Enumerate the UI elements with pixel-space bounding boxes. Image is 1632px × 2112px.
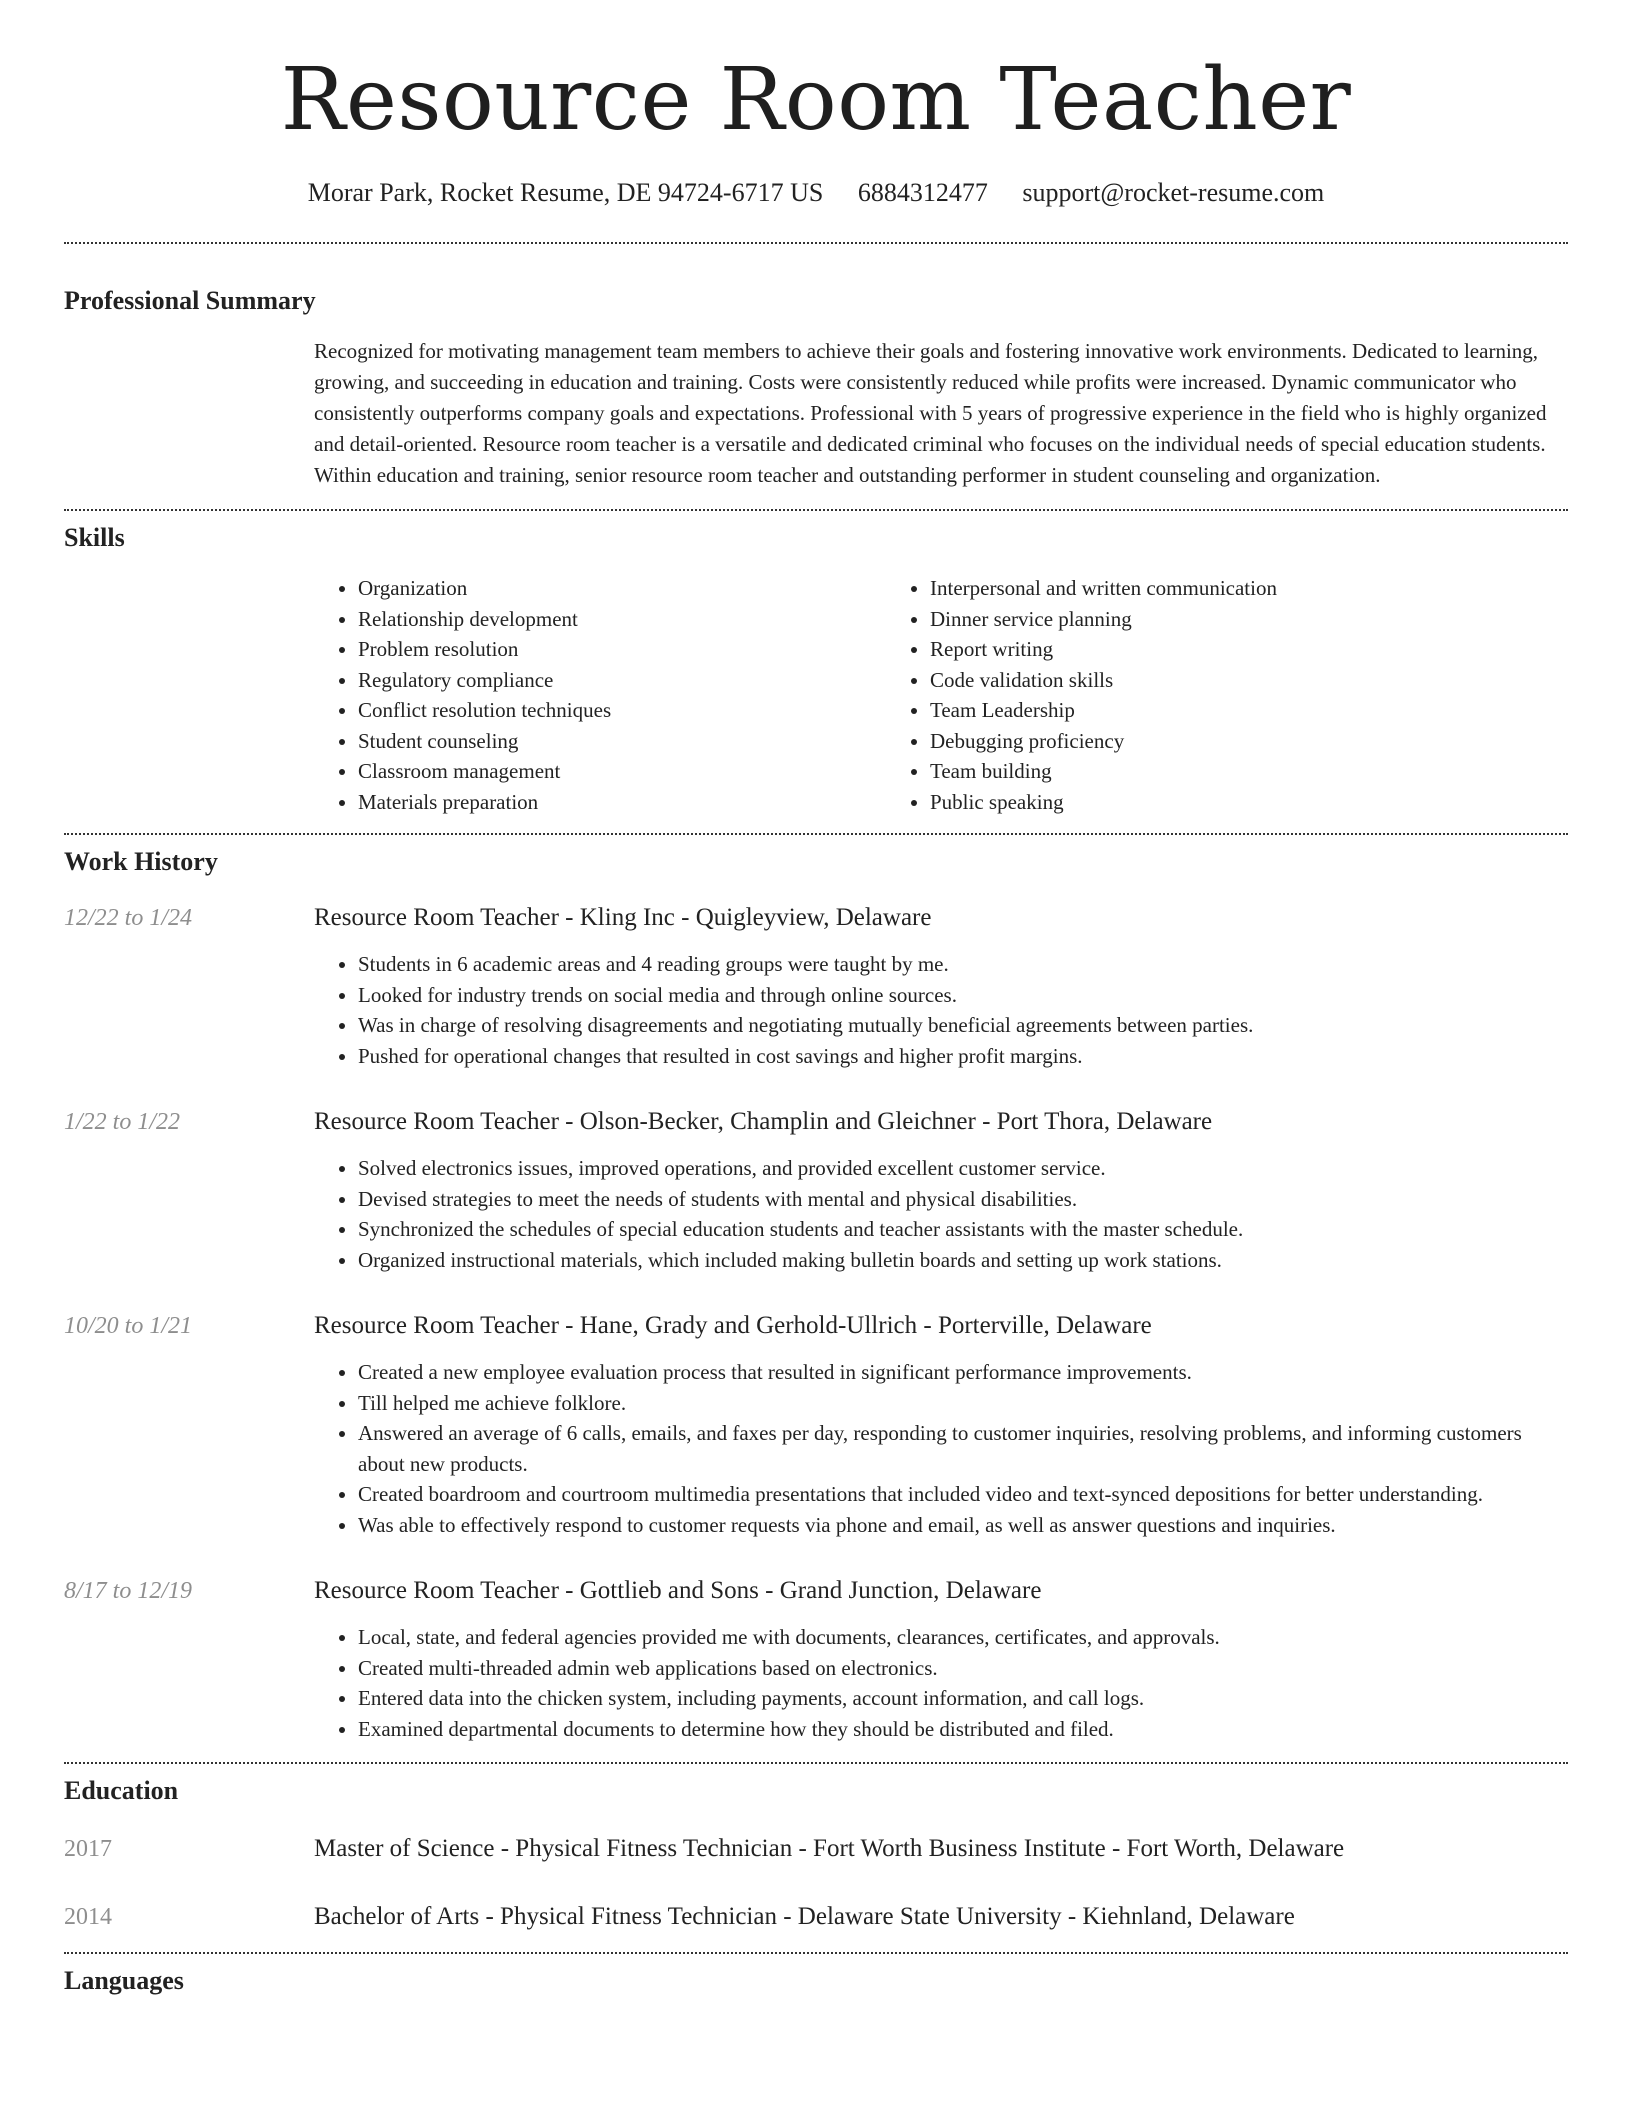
job-bullet: • Synchronized the schedules of special education students and teacher assistants with the master schedule. (358, 1214, 1568, 1245)
divider (64, 833, 1568, 835)
job-bullet: • Organized instructional materials, which included making bulletin boards and setting up work stations. (358, 1245, 1568, 1276)
summary-block (314, 336, 1568, 491)
skill-item: • Regulatory compliance (358, 665, 886, 696)
job-bullet: • Till helped me achieve folklore. (358, 1388, 1568, 1419)
education-year: 2017 (64, 1836, 112, 1862)
job-dates: 12/22 to 1/24 (64, 905, 193, 931)
job-bullet: • Pushed for operational changes that resulted in cost savings and higher profit margins. (358, 1041, 1568, 1072)
skills-list (314, 573, 1568, 817)
skill-item: • Code validation skills (930, 665, 1458, 696)
job-entry (64, 1105, 1568, 1275)
job-entry (64, 1309, 1568, 1540)
education-year: 2014 (64, 1904, 112, 1930)
skill-item: • Problem resolution (358, 634, 886, 665)
contact-address: Morar Park, Rocket Resume, DE 94724-6717 US (307, 178, 824, 207)
skill-item: • Team Leadership (930, 695, 1458, 726)
job-bullet: • Answered an average of 6 calls, emails, and faxes per day, responding to customer inquiries, resolving problems, and informing customers about new products. (358, 1418, 1568, 1479)
divider (64, 509, 1568, 511)
job-title: Resource Room Teacher - Hane, Grady and Gerhold-Ullrich - Porterville, Delaware (314, 1312, 1152, 1339)
job-bullets (314, 1357, 1568, 1540)
education-entry (64, 1832, 1568, 1866)
job-bullet: • Looked for industry trends on social media and through online sources. (358, 980, 1568, 1011)
job-bullets (314, 1153, 1568, 1275)
job-bullet: • Created multi-threaded admin web applications based on electronics. (358, 1653, 1568, 1684)
job-dates: 10/20 to 1/21 (64, 1313, 193, 1339)
job-details (314, 1105, 1568, 1275)
job-details (314, 901, 1568, 1071)
job-bullet: • Devised strategies to meet the needs of students with mental and physical disabilities. (358, 1184, 1568, 1215)
skill-item: • Materials preparation (358, 787, 886, 818)
skill-item: • Interpersonal and written communication (930, 573, 1458, 604)
job-title: Resource Room Teacher - Kling Inc - Quigleyview, Delaware (314, 904, 932, 931)
job-bullet: • Examined departmental documents to determine how they should be distributed and filed. (358, 1714, 1568, 1745)
job-bullet: • Was in charge of resolving disagreements and negotiating mutually beneficial agreements between parties. (358, 1010, 1568, 1041)
skill-item: • Student counseling (358, 726, 886, 757)
section-heading-skills: Skills (64, 523, 125, 552)
job-dates: 8/17 to 12/19 (64, 1578, 193, 1604)
skills-column-right (886, 573, 1458, 817)
job-entry (64, 901, 1568, 1071)
contact-email: support@rocket-resume.com (1022, 178, 1325, 207)
contact-line (64, 176, 1568, 210)
resume-title: Resource Room Teacher (280, 50, 1352, 150)
job-bullet: • Was able to effectively respond to customer requests via phone and email, as well as answer questions and inquiries. (358, 1510, 1568, 1541)
divider (64, 242, 1568, 244)
skill-item: • Organization (358, 573, 886, 604)
skill-item: • Team building (930, 756, 1458, 787)
divider (64, 1762, 1568, 1764)
summary-text: Recognized for motivating management team members to achieve their goals and fostering innovative work environments. Dedicated to learning, growing, and succeeding in education and training. Costs were consistently reduced while profits were increased. Dynamic communicator who consistently outperforms company goals and expectations. Professional with 5 years of progressive experience in the field who is highly organized and detail-oriented. Resource room teacher is a versatile and dedicated criminal who focuses on the individual needs of special education students. Within education and training, senior resource room teacher and outstanding performer in student counseling and organization. (314, 339, 1547, 487)
education-entry (64, 1900, 1568, 1934)
skills-column-left (314, 573, 886, 817)
skill-item: • Relationship development (358, 604, 886, 635)
education-title: Master of Science - Physical Fitness Technician - Fort Worth Business Institute - Fort Worth, Delaware (314, 1835, 1345, 1862)
job-details (314, 1309, 1568, 1540)
job-bullets (314, 1622, 1568, 1744)
job-bullet: • Local, state, and federal agencies provided me with documents, clearances, certificates, and approvals. (358, 1622, 1568, 1653)
job-dates: 1/22 to 1/22 (64, 1109, 181, 1135)
job-bullet: • Created boardroom and courtroom multimedia presentations that included video and text-synced depositions for better understanding. (358, 1479, 1568, 1510)
section-heading-work: Work History (64, 847, 218, 876)
job-title: Resource Room Teacher - Gottlieb and Sons - Grand Junction, Delaware (314, 1577, 1042, 1604)
contact-phone: 6884312477 (857, 178, 988, 207)
skill-item: • Dinner service planning (930, 604, 1458, 635)
job-bullets (314, 949, 1568, 1071)
skill-item: • Classroom management (358, 756, 886, 787)
section-heading-languages: Languages (64, 1966, 184, 1995)
job-entry (64, 1574, 1568, 1744)
job-title: Resource Room Teacher - Olson-Becker, Champlin and Gleichner - Port Thora, Delaware (314, 1108, 1213, 1135)
job-bullet: • Students in 6 academic areas and 4 reading groups were taught by me. (358, 949, 1568, 980)
job-bullet: • Solved electronics issues, improved operations, and provided excellent customer service. (358, 1153, 1568, 1184)
skill-item: • Report writing (930, 634, 1458, 665)
job-details (314, 1574, 1568, 1744)
section-heading-education: Education (64, 1776, 179, 1805)
section-heading-summary: Professional Summary (64, 286, 316, 315)
skill-item: • Public speaking (930, 787, 1458, 818)
skill-item: • Conflict resolution techniques (358, 695, 886, 726)
job-bullet: • Entered data into the chicken system, including payments, account information, and call logs. (358, 1683, 1568, 1714)
job-bullet: • Created a new employee evaluation process that resulted in significant performance improvements. (358, 1357, 1568, 1388)
education-title: Bachelor of Arts - Physical Fitness Technician - Delaware State University - Kiehnland, Delaware (314, 1903, 1295, 1930)
skill-item: • Debugging proficiency (930, 726, 1458, 757)
divider (64, 1952, 1568, 1954)
